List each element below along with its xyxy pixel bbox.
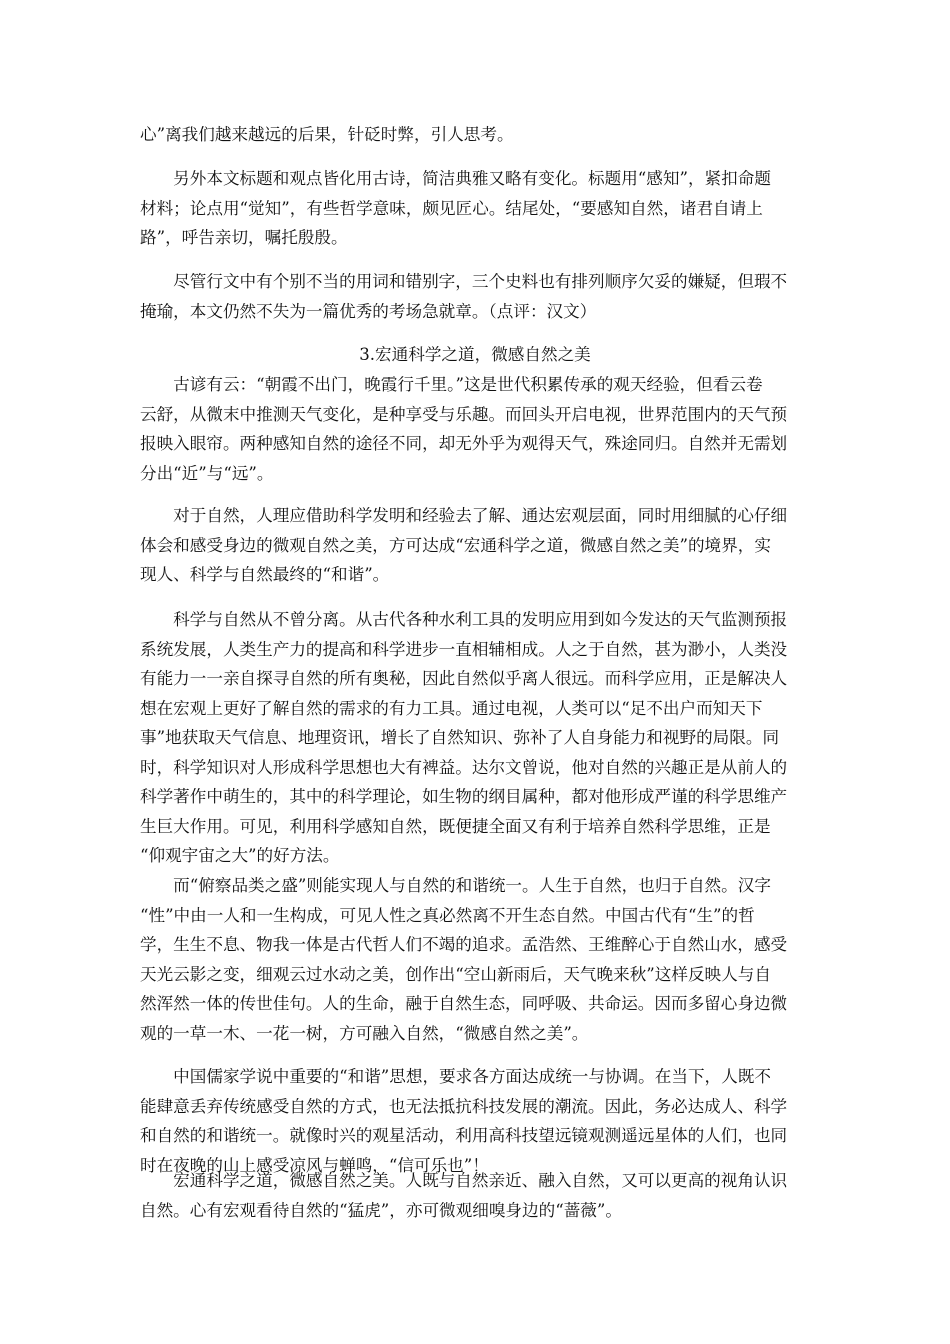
- text-line: 事”地获取天气信息、地理资讯，增长了自然知识、弥补了人自身能力和视野的局限。同: [140, 728, 780, 747]
- paragraph: [140, 501, 810, 590]
- text-line: 材料；论点用“觉知”，有些哲学意味，颇见匠心。结尾处，“要感知自然，诸君自请上: [140, 198, 763, 218]
- text-line: 想在宏观上更好了解自然的需求的有力工具。通过电视，人类可以“足不出户而知天下: [140, 698, 763, 718]
- paragraph: [140, 120, 810, 150]
- paragraph: [140, 605, 810, 871]
- text-line: 心”离我们越来越远的后果，针砭时弊，引人思考。: [140, 125, 514, 144]
- text-line: 中国儒家学说中重要的“和谐”思想，要求各方面达成统一与协调。在当下，人既不: [140, 1067, 771, 1086]
- text-line: “仰观宇宙之大”的好方法。: [140, 846, 340, 865]
- text-line: 另外本文标题和观点皆化用古诗，简洁典雅又略有变化。标题用“感知”，紧扣命题: [140, 169, 771, 188]
- text-line: 科学著作中萌生的，其中的科学理论，如生物的纲目属种，都对他形成严谨的科学思维产: [140, 787, 788, 806]
- text-line: 而“俯察品类之盛”则能实现人与自然的和谐统一。人生于自然，也归于自然。汉字: [140, 876, 771, 895]
- text-line: 学，生生不息、物我一体是古代哲人们不竭的追求。孟浩然、王维醉心于自然山水，感受: [140, 935, 788, 954]
- text-line: 掩瑜，本文仍然不失为一篇优秀的考场急就章。（点评：汉文）: [140, 301, 597, 321]
- text-line: 古谚有云：“朝霞不出门，晚霞行千里。”这是世代积累传承的观天经验，但看云卷: [140, 375, 763, 394]
- text-line: 生巨大作用。可见，利用科学感知自然，既便捷全面又有利于培养自然科学思维，正是: [140, 816, 771, 836]
- text-line: 体会和感受身边的微观自然之美，方可达成“宏通科学之道，微感自然之美”的境界，实: [140, 535, 771, 555]
- text-line: 然浑然一体的传世佳句。人的生命，融于自然生态，同呼吸、共命运。因而多留心身边微: [140, 994, 788, 1013]
- text-line: 观的一草一木、一花一树，方可融入自然，“微感自然之美”。: [140, 1023, 589, 1043]
- text-line: 和自然的和谐统一。就像时兴的观星活动，利用高科技望远镜观测遥远星体的人们，也同: [140, 1126, 788, 1145]
- text-line: “性”中由一人和一生构成，可见人性之真必然离不开生态自然。中国古代有“生”的哲: [140, 905, 755, 925]
- paragraph: [140, 164, 810, 253]
- text-line: 路”，呼告亲切，嘱托殷殷。: [140, 228, 348, 247]
- text-line: 分出“近”与“远”。: [140, 463, 274, 483]
- text-line: 报映入眼帘。两种感知自然的途径不同，却无外乎为观得天气，殊途同归。自然并无需划: [140, 434, 788, 453]
- text-line: 自然。心有宏观看待自然的“猛虎”，亦可微观细嗅身边的“蔷薇”。: [140, 1200, 622, 1220]
- text-line: 现人、科学与自然最终的“和谐”。: [140, 565, 390, 584]
- text-line: 时，科学知识对人形成科学思想也大有裨益。达尔文曾说，他对自然的兴趣正是从前人的: [140, 757, 788, 777]
- text-line: 科学与自然从不曾分离。从古代各种水利工具的发明应用到如今发达的天气监测预报: [140, 610, 788, 629]
- paragraph: [140, 370, 810, 488]
- paragraph: [140, 1166, 810, 1225]
- text-line: 云舒，从微末中推测天气变化，是种享受与乐趣。而回头开启电视，世界范围内的天气预: [140, 404, 788, 424]
- section-title: 3.宏通科学之道，微感自然之美: [359, 345, 591, 364]
- paragraph: [140, 267, 810, 326]
- text-line: 宏通科学之道，微感自然之美。人既与自然亲近、融入自然，又可以更高的视角认识: [140, 1171, 788, 1190]
- paragraph: [140, 1062, 810, 1180]
- text-line: 时在夜晚的山上感受凉风与蝉鸣，“信可乐也”！: [140, 1155, 489, 1175]
- text-line: 尽管行文中有个别不当的用词和错别字，三个史料也有排列顺序欠妥的嫌疑，但瑕不: [140, 272, 788, 291]
- text-line: 对于自然，人理应借助科学发明和经验去了解、通达宏观层面，同时用细腻的心仔细: [140, 506, 788, 525]
- text-line: 有能力一一亲自探寻自然的所有奥秘，因此自然似乎离人很远。而科学应用，正是解决人: [140, 669, 788, 688]
- text-line: 能肆意丢弃传统感受自然的方式，也无法抵抗科技发展的潮流。因此，务必达成人、科学: [140, 1096, 788, 1116]
- text-line: 系统发展，人类生产力的提高和科学进步一直相辅相成。人之于自然，甚为渺小，人类没: [140, 639, 788, 659]
- paragraph: [140, 871, 810, 1048]
- text-line: 天光云影之变，细观云过水动之美，创作出“空山新雨后，天气晚来秋”这样反映人与自: [140, 964, 771, 984]
